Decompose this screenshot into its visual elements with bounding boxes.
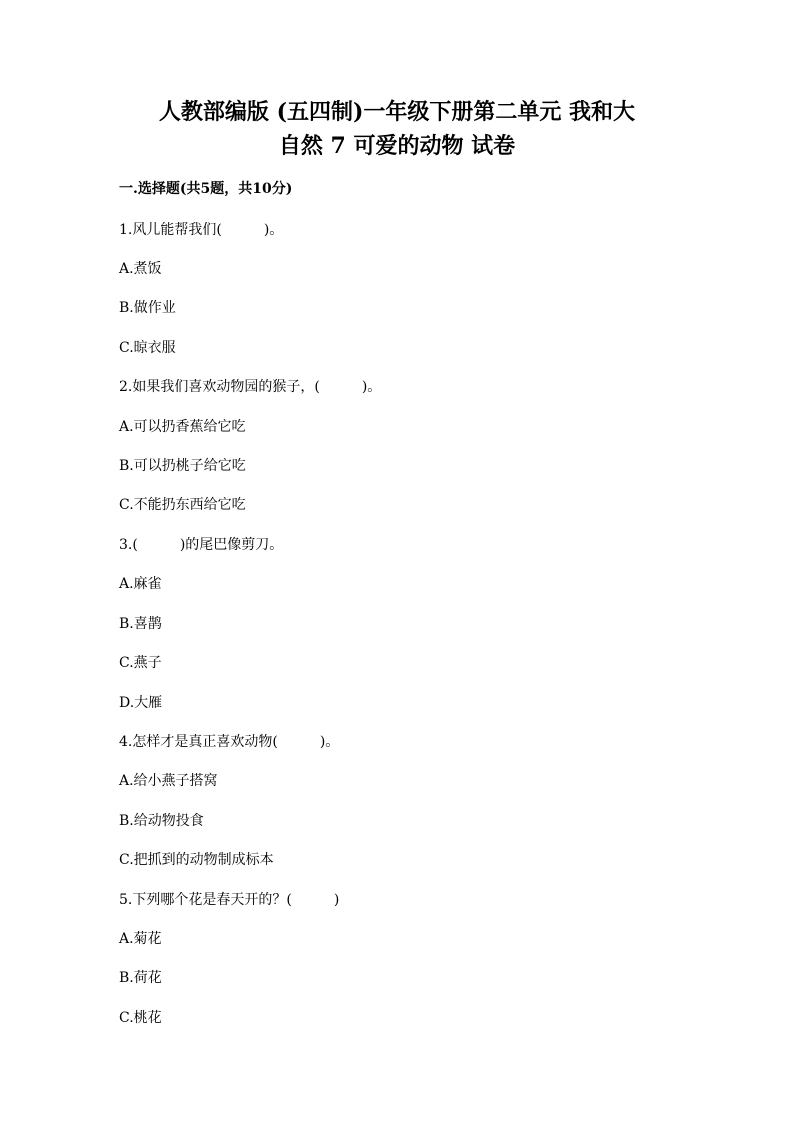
question-1-option-a: A.煮饭 bbox=[119, 261, 162, 277]
question-2-stem: 2.如果我们喜欢动物园的猴子，( )。 bbox=[119, 379, 382, 395]
question-1-stem: 1.风儿能帮我们( )。 bbox=[119, 222, 284, 238]
question-5-option-b: B.荷花 bbox=[119, 970, 162, 986]
question-4-option-b: B.给动物投食 bbox=[119, 813, 204, 829]
section-heading: 一.选择题(共5题，共10分) bbox=[119, 181, 293, 197]
question-5-stem: 5.下列哪个花是春天开的？( ) bbox=[119, 892, 340, 908]
question-3-option-c: C.燕子 bbox=[119, 655, 162, 671]
question-2-option-c: C.不能扔东西给它吃 bbox=[119, 497, 246, 513]
question-4-option-a: A.给小燕子搭窝 bbox=[119, 773, 218, 789]
question-5-option-a: A.菊花 bbox=[119, 931, 162, 947]
title-line-1: 人教部编版 (五四制)一年级下册第二单元 我和大 bbox=[158, 99, 636, 125]
question-1-option-c: C.晾衣服 bbox=[119, 340, 176, 356]
page-title bbox=[0, 95, 794, 163]
question-4-option-c: C.把抓到的动物制成标本 bbox=[119, 852, 274, 868]
question-1-option-b: B.做作业 bbox=[119, 300, 176, 316]
question-3-option-b: B.喜鹊 bbox=[119, 616, 162, 632]
question-3-option-a: A.麻雀 bbox=[119, 576, 162, 592]
title-line-2: 自然 7 可爱的动物 试卷 bbox=[278, 133, 516, 159]
question-3-stem: 3.( )的尾巴像剪刀。 bbox=[119, 537, 284, 553]
question-2-option-b: B.可以扔桃子给它吃 bbox=[119, 458, 246, 474]
question-3-option-d: D.大雁 bbox=[119, 695, 163, 711]
question-5-option-c: C.桃花 bbox=[119, 1010, 162, 1026]
question-2-option-a: A.可以扔香蕉给它吃 bbox=[119, 419, 246, 435]
question-4-stem: 4.怎样才是真正喜欢动物( )。 bbox=[119, 734, 340, 750]
